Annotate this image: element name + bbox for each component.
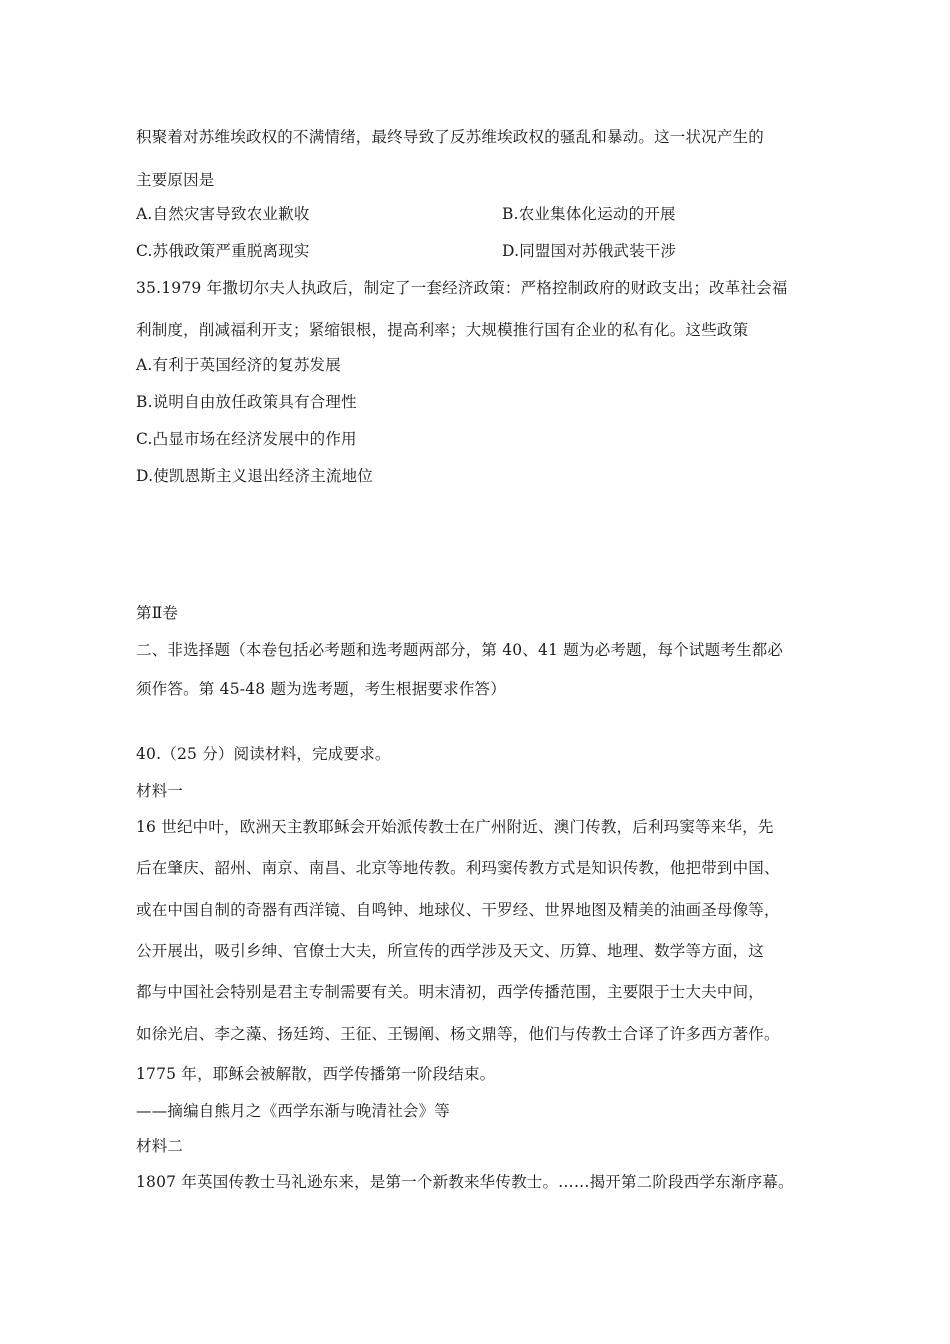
q35-option-c: C.凸显市场在经济发展中的作用 xyxy=(136,430,357,448)
material-2-title: 材料二 xyxy=(136,1137,184,1155)
q34-stem-line-1: 积聚着对苏维埃政权的不满情绪，最终导致了反苏维埃政权的骚乱和暴动。这一状况产生的 xyxy=(136,128,765,146)
q35-stem-line-2: 利制度，削减福利开支；紧缩银根，提高利率；大规模推行国有企业的私有化。这些政策 xyxy=(136,321,749,339)
q34-option-d: D.同盟国对苏俄武装干涉 xyxy=(502,242,677,260)
q34-options-row-2 xyxy=(136,241,677,261)
material-1-line: 公开展出，吸引乡绅、官僚士大夫，所宣传的西学涉及天文、历算、地理、数学等方面，这 xyxy=(136,942,765,960)
q35-option-d: D.使凯恩斯主义退出经济主流地位 xyxy=(136,467,374,485)
q34-option-a: A.自然灾害导致农业歉收 xyxy=(136,205,310,223)
material-1-line: 或在中国自制的奇器有西洋镜、自鸣钟、地球仪、干罗经、世界地图及精美的油画圣母像等， xyxy=(136,901,780,919)
material-1-line: 后在肇庆、韶州、南京、南昌、北京等地传教。利玛窦传教方式是知识传教，他把带到中国、 xyxy=(136,859,780,877)
part2-title: 第Ⅱ卷 xyxy=(136,604,179,622)
q34-options-row-1 xyxy=(136,204,676,224)
material-1-source: ——摘编自熊月之《西学东渐与晚清社会》等 xyxy=(136,1102,451,1120)
material-1-line: 如徐光启、李之藻、扬廷筠、王征、王锡阐、杨文鼎等，他们与传教士合译了许多西方著作。 xyxy=(136,1025,780,1043)
part2-intro-line-2: 须作答。第 45-48 题为选考题，考生根据要求作答） xyxy=(136,680,506,698)
q40-header: 40.（25 分）阅读材料，完成要求。 xyxy=(136,745,391,763)
material-1-line: 16 世纪中叶，欧洲天主教耶稣会开始派传教士在广州附近、澳门传教，后利玛窦等来华，先 xyxy=(136,818,774,836)
material-1-title: 材料一 xyxy=(136,782,184,800)
q35-stem-line-1: 35.1979 年撒切尔夫人执政后，制定了一套经济政策：严格控制政府的财政支出；改革社会福 xyxy=(136,279,788,297)
q34-option-b: B.农业集体化运动的开展 xyxy=(502,205,676,223)
material-1-line: 1775 年，耶稣会被解散，西学传播第一阶段结束。 xyxy=(136,1065,496,1083)
q34-stem-line-2: 主要原因是 xyxy=(136,171,215,189)
part2-intro-line-1: 二、非选择题（本卷包括必考题和选考题两部分，第 40、41 题为必考题，每个试题考生都必 xyxy=(136,641,784,659)
material-2-line: 1807 年英国传教士马礼逊东来，是第一个新教来华传教士。……揭开第二阶段西学东渐序幕。 xyxy=(136,1173,794,1191)
q35-option-a: A.有利于英国经济的复苏发展 xyxy=(136,356,341,374)
q35-option-b: B.说明自由放任政策具有合理性 xyxy=(136,393,357,411)
q34-option-c: C.苏俄政策严重脱离现实 xyxy=(136,242,310,260)
material-1-line: 都与中国社会特别是君主专制需要有关。明末清初，西学传播范围，主要限于士大夫中间， xyxy=(136,983,765,1001)
